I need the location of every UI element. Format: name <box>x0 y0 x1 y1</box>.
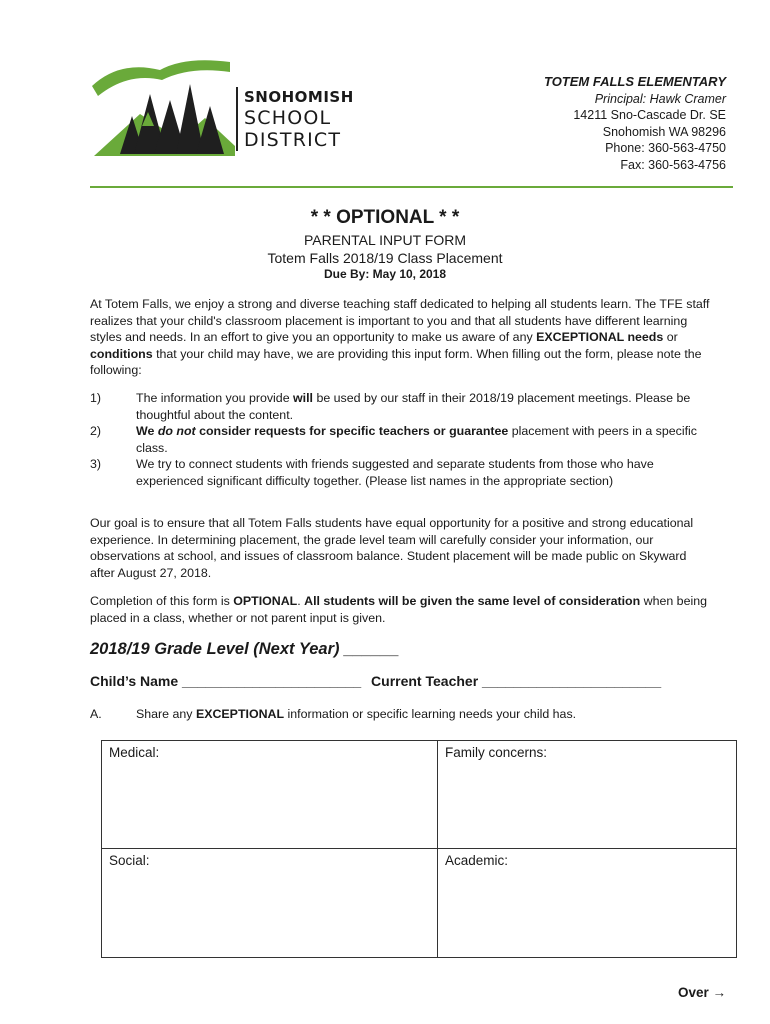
district-line-2: SCHOOL <box>244 107 332 129</box>
intro-text-a: At Totem Falls, we enjoy a strong and diverse teaching staff dedicated to helping all students learn. The TFE staff realizes that your child's classroom placement is important to you and that all students have different learning styles and needs. In an effort to give you an opportunity to make us aware of any <box>90 297 710 344</box>
list-text-a: The information you provide <box>136 391 294 405</box>
school-contact-block <box>544 74 726 173</box>
intro-paragraph <box>90 296 710 379</box>
school-name: TOTEM FALLS ELEMENTARY <box>543 74 726 89</box>
list-text-italic: do not <box>157 424 196 438</box>
section-a-instruction <box>90 707 576 721</box>
section-a-label: A. <box>90 707 102 721</box>
arrow-right-icon: → <box>712 985 726 1000</box>
address-line-1: 14211 Sno-Cascade Dr. SE <box>573 108 726 122</box>
list-item <box>90 423 710 456</box>
form-title: PARENTAL INPUT FORM <box>303 232 467 248</box>
district-name <box>236 87 354 151</box>
completion-optional: OPTIONAL <box>233 594 298 608</box>
form-subtitle: Totem Falls 2018/19 Class Placement <box>267 250 503 266</box>
optional-heading: * * OPTIONAL * * <box>310 207 460 228</box>
list-number: 2) <box>90 424 102 438</box>
list-text: We try to connect students with friends suggested and separate students from those who have experienced significant difficulty together. (Please list names in the appropriate section) <box>136 457 654 488</box>
completion-text-a: Completion of this form is <box>90 594 234 608</box>
list-text <box>136 423 710 456</box>
section-a-text <box>136 707 576 721</box>
list-text <box>136 390 710 423</box>
intro-text-e: that your child may have, we are providing this input form. When filling out the form, please note the following: <box>90 346 702 377</box>
list-text-bold: will <box>293 391 313 405</box>
completion-same-level: All students will be given the same level of consideration <box>304 594 641 608</box>
list-text-bold: consider requests for specific teachers or guarantee <box>195 424 509 438</box>
district-line-3: DISTRICT <box>244 129 342 151</box>
district-line-1: SNOHOMISH <box>244 88 354 106</box>
school-district-logo <box>90 56 354 166</box>
header-divider <box>90 186 733 188</box>
family-concerns-cell[interactable]: Family concerns: <box>445 745 548 760</box>
over-label: Over <box>677 985 709 1000</box>
completion-text-e: when being placed in a class, whether or not parent input is given. <box>90 594 707 625</box>
goal-paragraph: Our goal is to ensure that all Totem Falls students have equal opportunity for a positive and strong educational experience. In determining placement, the grade level team will carefully consider your information, our observations at school, and issues of classroom balance. Student placement will be made public on Skyward after August 27, 2018. <box>90 516 694 580</box>
input-grid <box>101 740 737 958</box>
list-item <box>90 390 710 423</box>
principal-name: Principal: Hawk Cramer <box>594 91 726 106</box>
list-number: 3) <box>90 457 102 471</box>
intro-text-c: or <box>663 330 678 344</box>
completion-text-c: . <box>297 594 305 608</box>
social-cell[interactable]: Social: <box>109 853 150 868</box>
grade-level-field[interactable]: 2018/19 Grade Level (Next Year) ______ <box>90 640 400 658</box>
phone-number: Phone: 360-563-4750 <box>605 141 726 155</box>
academic-cell[interactable]: Academic: <box>445 853 509 868</box>
section-a-exceptional: EXCEPTIONAL <box>195 707 285 721</box>
list-text-c: be used by our staff in their 2018/19 placement meetings. Please be thoughtful about the content. <box>136 391 691 422</box>
list-number: 1) <box>90 391 102 405</box>
completion-paragraph <box>90 593 710 626</box>
address-line-2: Snohomish WA 98296 <box>602 124 726 139</box>
list-text-a: We <box>136 424 158 438</box>
intro-conditions: conditions <box>90 346 153 361</box>
child-name-field[interactable]: Child’s Name _______________________ <box>90 673 362 689</box>
current-teacher-field[interactable]: Current Teacher _______________________ <box>371 673 662 689</box>
medical-cell[interactable]: Medical: <box>109 745 160 760</box>
due-date: Due By: May 10, 2018 <box>323 267 447 281</box>
list-text-d: placement with peers in a specific class. <box>136 424 698 455</box>
grid-vertical-divider <box>437 741 438 957</box>
name-fields <box>90 673 661 689</box>
over-indicator <box>678 985 726 1000</box>
forest-logo-icon <box>90 56 240 166</box>
section-a-text-a: Share any <box>136 707 196 721</box>
section-a-text-c: information or specific learning needs your child has. <box>284 707 577 721</box>
notes-list <box>90 390 710 489</box>
intro-exceptional-needs: EXCEPTIONAL needs <box>536 330 664 344</box>
list-item <box>90 456 710 489</box>
fax-number: Fax: 360-563-4756 <box>620 157 726 172</box>
grid-horizontal-divider <box>102 848 736 849</box>
